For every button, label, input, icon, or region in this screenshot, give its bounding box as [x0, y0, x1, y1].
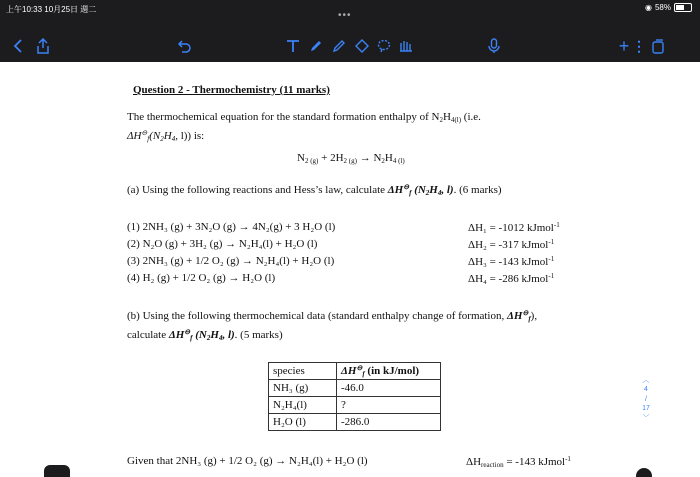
page-current: 4 — [644, 386, 648, 394]
more-icon[interactable]: ⋮ — [632, 37, 646, 54]
reaction-3-enthalpy: ΔH₃ = -143 kJmol$^{-1}$ — [468, 255, 555, 268]
intro-line-1: The thermochemical equation for the standard formation enthalpy of $N_2H_{4(l)}$ (i.e. — [127, 111, 481, 124]
reaction-1: (1) 2NH₃ (g) + 3N₂O (g) → 4N₂(g) + 3 H₂O (l) — [127, 221, 336, 233]
undo-icon[interactable] — [175, 36, 193, 56]
table-cell-value: -286.0 — [337, 414, 441, 431]
more-dots-icon[interactable]: ••• — [338, 10, 352, 21]
reaction-4: (4) H₂ (g) + 1/2 O₂ (g) → H₂O (l) — [127, 272, 276, 284]
chevron-up-icon[interactable]: ︿ — [642, 377, 650, 384]
page-indicator[interactable] — [641, 376, 651, 423]
reaction-2: (2) N₂O (g) + 3H₂ (g) → N₂H₄(l) + H₂O (l) — [127, 238, 318, 250]
page-sidebar — [658, 62, 700, 477]
given-enthalpy: $\Delta H_{reaction} = -143$ kJmol$^{-1}$ — [466, 455, 571, 469]
top-toolbar — [0, 0, 700, 62]
table-cell-species: NH₃ (g) — [269, 380, 337, 397]
page-separator: / — [645, 395, 647, 403]
question-heading: Question 2 - Thermochemistry (11 marks) — [133, 84, 330, 96]
part-a-question: (a) Using the following reactions and Hess’s law, calculate $\Delta H^⊖_f$ ($N_2H_4$, l). (6 marks) — [127, 183, 502, 197]
wifi-icon: ◉ — [645, 3, 652, 12]
given-equation: Given that 2NH₃ (g) + 1/2 O₂ (g) → N₂H₄(l) + H₂O (l) — [127, 455, 368, 467]
formation-equation: $N_{2 (g)} + 2H_{2 (g)} \to N_2H_{4 (l)}$ — [297, 152, 405, 165]
add-icon[interactable]: + — [618, 35, 630, 56]
text-tool-icon[interactable] — [285, 36, 301, 56]
table-row — [269, 380, 441, 397]
bottom-right-tab[interactable] — [636, 468, 652, 477]
enthalpy-table — [268, 362, 441, 431]
pen-icon[interactable] — [308, 36, 324, 56]
table-row — [269, 397, 441, 414]
reaction-1-enthalpy: ΔH₁ = -1012 kJmol$^{-1}$ — [468, 221, 560, 234]
status-right — [645, 3, 692, 12]
status-time-date: 上午10:33 10月25日 週二 — [6, 5, 97, 14]
table-row — [269, 414, 441, 431]
table-cell-species: N₂H₄(l) — [269, 397, 337, 414]
pages-icon[interactable] — [650, 36, 666, 56]
lasso-icon[interactable] — [376, 36, 392, 56]
table-header-enthalpy: $\Delta H^⊖_f$ (in kJ/mol) — [337, 363, 441, 380]
part-b-question-line-2: calculate $\Delta H^⊖_f$ ($N_2H_4$, l). (5 marks) — [127, 328, 283, 342]
intro-line-2: $\Delta H^⊖_f(N_2H_4$, l)) is: — [127, 129, 205, 143]
microphone-icon[interactable] — [486, 36, 502, 56]
table-header-row — [269, 363, 441, 380]
battery-percent: 58% — [654, 3, 671, 12]
part-b-question-line-1: (b) Using the following thermochemical data (standard enthalpy change of formation, $\Delta H^⊖_f$), — [127, 309, 538, 323]
table-header-species: species — [269, 363, 337, 380]
page-total: 17 — [642, 405, 650, 413]
table-cell-value: -46.0 — [337, 380, 441, 397]
bottom-left-tab[interactable] — [44, 465, 70, 477]
share-icon[interactable] — [34, 36, 52, 56]
back-icon[interactable] — [10, 36, 26, 56]
battery-icon — [674, 3, 692, 12]
eraser-icon[interactable] — [354, 36, 370, 56]
shapes-icon[interactable] — [398, 36, 414, 56]
reaction-3: (3) 2NH₃ (g) + 1/2 O₂ (g) → N₂H₄(l) + H₂O (l) — [127, 255, 335, 267]
chevron-down-icon[interactable]: ﹀ — [642, 414, 650, 422]
highlighter-icon[interactable] — [331, 36, 347, 56]
table-cell-value: ? — [337, 397, 441, 414]
reaction-2-enthalpy: ΔH₂ = -317 kJmol$^{-1}$ — [468, 238, 555, 251]
reaction-4-enthalpy: ΔH₄ = -286 kJmol$^{-1}$ — [468, 272, 555, 285]
table-cell-species: H₂O (l) — [269, 414, 337, 431]
